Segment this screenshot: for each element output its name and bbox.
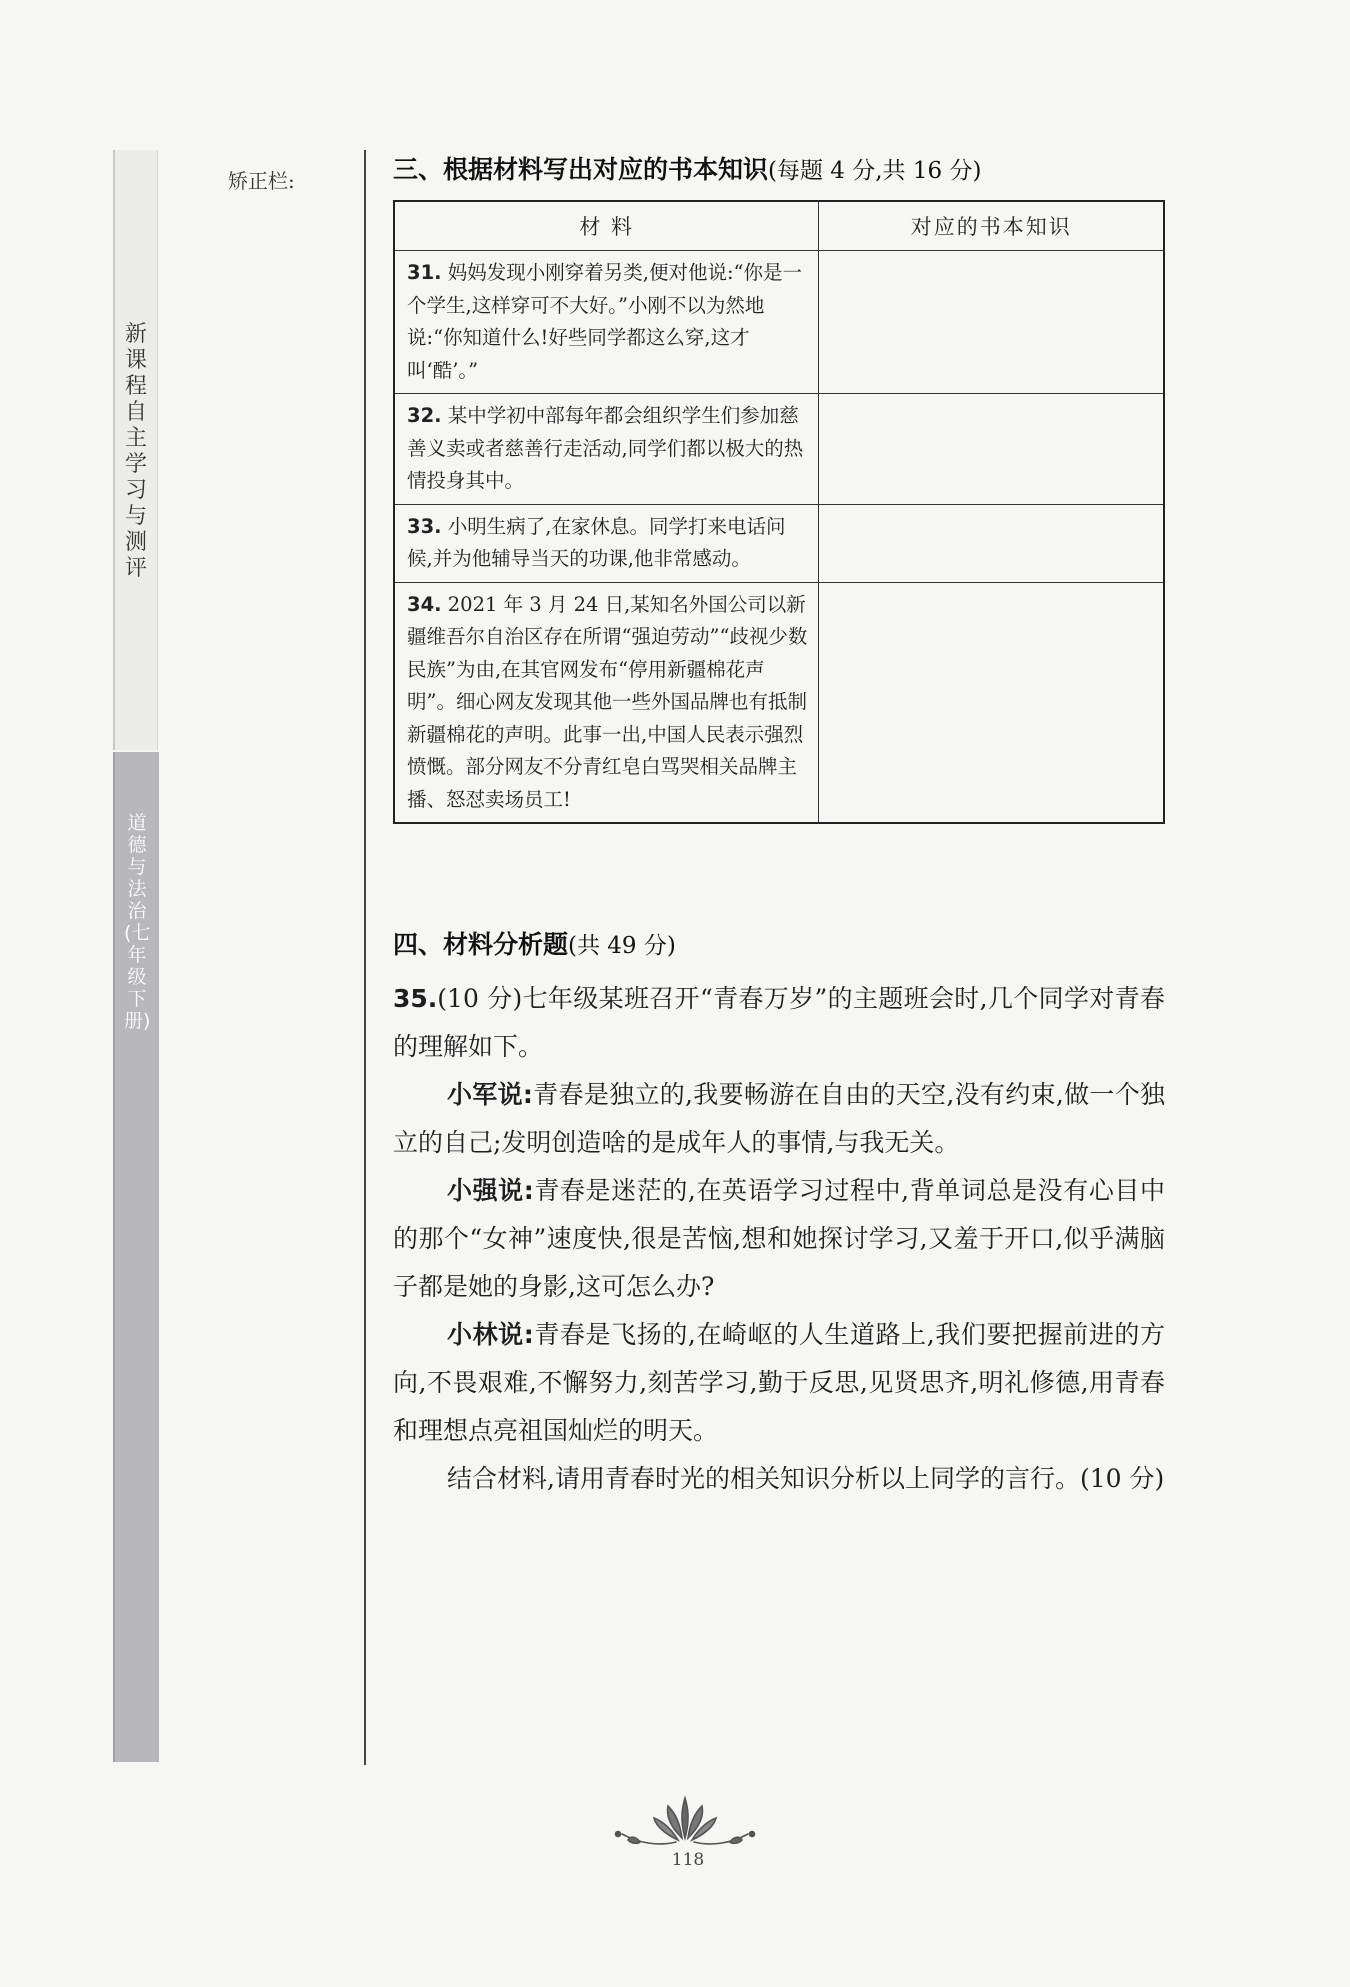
question-number: 33. bbox=[407, 514, 442, 538]
section4-score-note: (共 49 分) bbox=[568, 933, 676, 959]
answer-cell[interactable] bbox=[819, 504, 1164, 582]
header-knowledge: 对应的书本知识 bbox=[819, 201, 1164, 251]
series-tab bbox=[113, 150, 158, 750]
material-cell bbox=[394, 251, 819, 394]
section3-title: 三、根据材料写出对应的书本知识 bbox=[393, 155, 769, 184]
section3-score-note: (每题 4 分,共 16 分) bbox=[768, 158, 982, 184]
statement-paragraph bbox=[393, 1071, 1165, 1167]
material-table bbox=[393, 200, 1165, 824]
statement-paragraph bbox=[393, 1167, 1165, 1311]
speaker-label: 小林说: bbox=[447, 1320, 534, 1349]
subject-tab bbox=[113, 752, 159, 1762]
question-35 bbox=[393, 975, 1165, 1503]
question-number: 31. bbox=[407, 261, 442, 284]
question-intro bbox=[393, 975, 1165, 1071]
table-row bbox=[394, 504, 1164, 582]
floral-ornament-icon bbox=[610, 1790, 760, 1850]
table-row bbox=[394, 251, 1164, 394]
table-row bbox=[394, 582, 1164, 823]
answer-cell[interactable] bbox=[819, 394, 1164, 505]
speaker-label: 小强说: bbox=[447, 1176, 534, 1205]
question-number: 34. bbox=[407, 592, 442, 616]
answer-cell[interactable] bbox=[819, 582, 1164, 823]
margin-divider bbox=[364, 150, 366, 1765]
material-text: 某中学初中部每年都会组织学生们参加慈善义卖或者慈善行走活动,同学们都以极大的热情投身其中。 bbox=[407, 404, 804, 492]
series-title: 新课程自主学习与测评 bbox=[124, 322, 147, 581]
material-cell bbox=[394, 394, 819, 505]
statement-text: 青春是飞扬的,在崎岖的人生道路上,我们要把握前进的方向,不畏艰难,不懈努力,刻苦学习,勤于反思,见贤思齐,明礼修德,用青春和理想点亮祖国灿烂的明天。 bbox=[393, 1320, 1166, 1445]
page-number: 118 bbox=[671, 1850, 705, 1870]
subject-tab-label: 道德与法治(七年级下册) bbox=[124, 812, 151, 1032]
material-cell bbox=[394, 504, 819, 582]
table-row bbox=[394, 394, 1164, 505]
statement-paragraph bbox=[393, 1311, 1165, 1455]
answer-cell[interactable] bbox=[819, 251, 1164, 394]
material-text: 小明生病了,在家休息。同学打来电话问候,并为他辅导当天的功课,他非常感动。 bbox=[407, 514, 786, 570]
material-cell bbox=[394, 582, 819, 823]
speaker-label: 小军说: bbox=[447, 1080, 533, 1109]
section4-heading bbox=[393, 925, 676, 961]
question-intro-text: (10 分)七年级某班召开“青春万岁”的主题班会时,几个同学对青春的理解如下。 bbox=[393, 984, 1165, 1061]
material-text: 妈妈发现小刚穿着另类,便对他说:“你是一个学生,这样穿可不大好。”小刚不以为然地说:“你知道什么!好些同学都这么穿,这才叫‘酷’。” bbox=[407, 261, 802, 382]
header-material: 材 料 bbox=[394, 201, 819, 251]
statement-text: 青春是独立的,我要畅游在自由的天空,没有约束,做一个独立的自己;发明创造啥的是成年人的事情,与我无关。 bbox=[393, 1080, 1166, 1157]
question-number: 32. bbox=[407, 404, 442, 427]
question-prompt: 结合材料,请用青春时光的相关知识分析以上同学的言行。(10 分) bbox=[447, 1464, 1165, 1493]
section4-title: 四、材料分析题 bbox=[393, 930, 569, 959]
statement-text: 青春是迷茫的,在英语学习过程中,背单词总是没有心目中的那个“女神”速度快,很是苦恼,想和她探讨学习,又羞于开口,似乎满脑子都是她的身影,这可怎么办? bbox=[393, 1176, 1166, 1301]
section3-heading bbox=[393, 150, 981, 186]
material-text: 2021 年 3 月 24 日,某知名外国公司以新疆维吾尔自治区存在所谓“强迫劳动”“歧视少数民族”为由,在其官网发布“停用新疆棉花声明”。细心网友发现其他一些外国品牌也有抵制新疆棉花的声明。此事一出,中国人民表示强烈愤慨。部分网友不分青红皂白骂哭相关品牌主播、怒怼卖场员工! bbox=[407, 592, 808, 811]
correction-label: 矫正栏: bbox=[228, 169, 295, 193]
question-number: 35. bbox=[393, 984, 438, 1013]
